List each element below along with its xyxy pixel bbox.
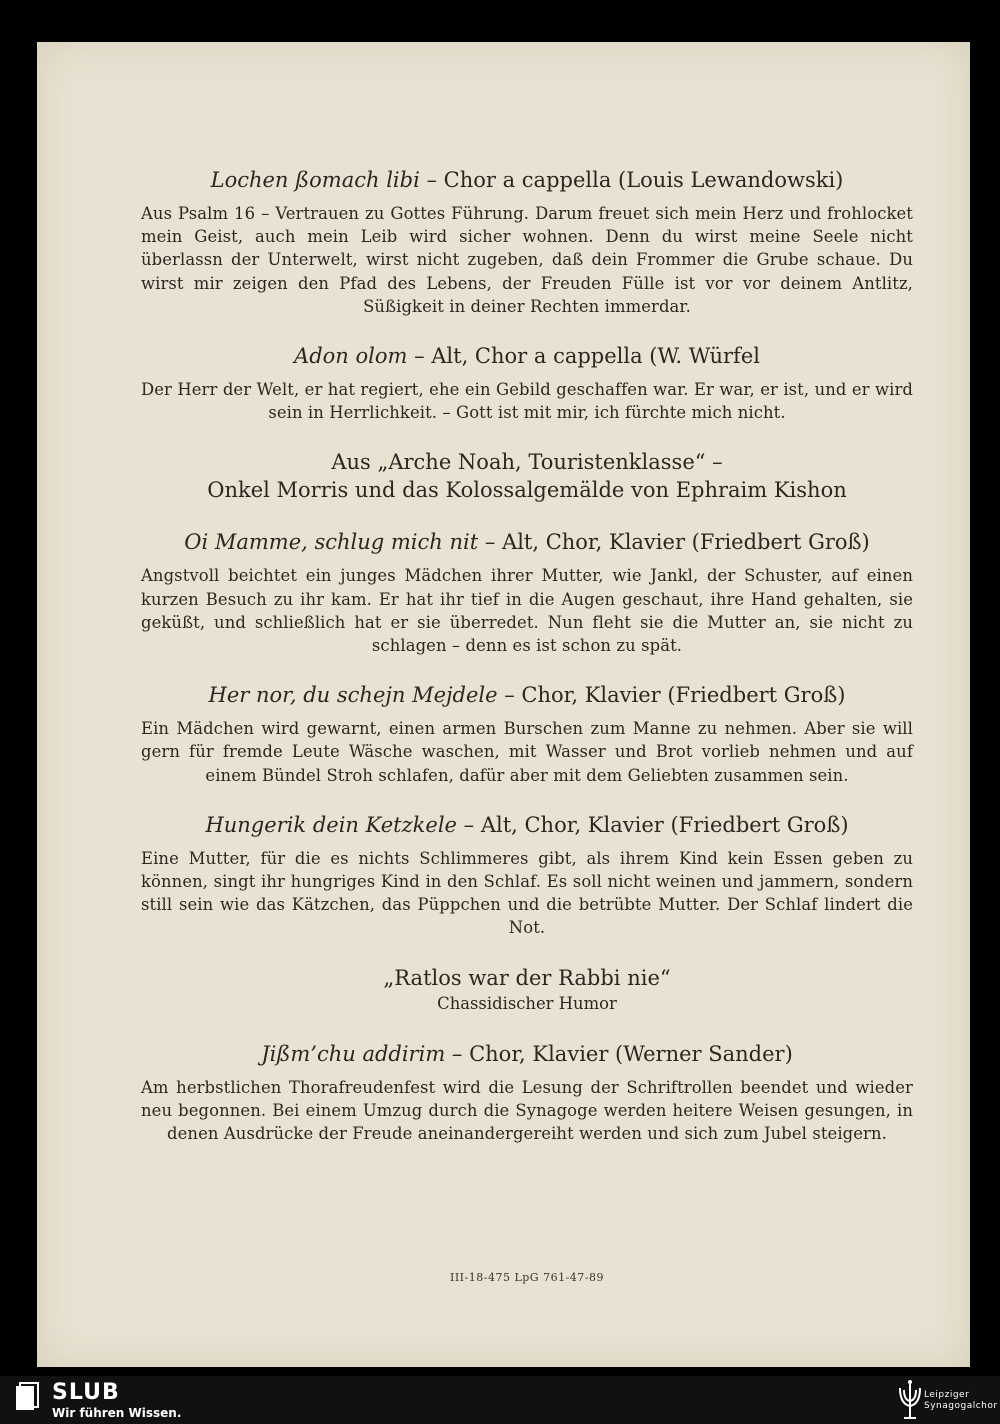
program-content — [141, 166, 913, 1284]
song-title: Her nor, du schejn Mejdele — [208, 683, 498, 708]
choir-logo-text — [924, 1390, 998, 1412]
item-description: Der Herr der Welt, er hat regiert, ehe ein Gebild geschaffen war. Er war, er ist, und er wird sein in Herrlichkeit. – Gott ist mit mir, ich fürchte mich nicht. — [141, 380, 913, 423]
program-item — [141, 1040, 913, 1146]
item-description: Ein Mädchen wird gewarnt, einen armen Burschen zum Manne zu nehmen. Aber sie will gern für fremde Leute Wäsche waschen, mit Wasser und Brot vorlieb nehmen und auf einem Bündel Stroh schlafen, dafür aber mit dem Geliebten zusammen sein. — [141, 719, 913, 785]
item-title — [141, 1040, 913, 1068]
print-license-number: III-18-475 LpG 761-47-89 — [449, 1271, 604, 1284]
slub-tagline: Wir führen Wissen. — [52, 1406, 182, 1420]
item-description: Am herbstlichen Thorafreudenfest wird die Lesung der Schriftrollen beendet und wieder neu begonnen. Bei einem Umzug durch die Synagoge werden heitere Weisen gesungen, in denen Ausdrücke der Freude aneinandergereiht werden und sich zum Jubel steigern. — [141, 1077, 913, 1144]
item-title — [141, 811, 913, 839]
performers: – Alt, Chor, Klavier (Friedbert Groß) — [478, 530, 870, 555]
item-title — [141, 166, 913, 194]
interlude-title: „Ratlos war der Rabbi nie“ — [383, 965, 671, 990]
song-title: Hungerik dein Ketzkele — [205, 812, 457, 837]
interlude-subtitle: Onkel Morris und das Kolossalgemälde von Ephraim Kishon — [207, 478, 847, 503]
item-description: Eine Mutter, für die es nichts Schlimmeres gibt, als ihrem Kind kein Essen geben zu können, singt ihr hungriges Kind in den Schlaf. Es soll nicht weinen und jammern, sondern still sein wie das Kätzchen, das Püppchen und die betrübte Mutter. Der Schlaf lindert die Not. — [141, 848, 913, 938]
performers: – Chor, Klavier (Friedbert Groß) — [497, 683, 846, 708]
reading-interlude — [141, 448, 913, 504]
footer-bar — [0, 1376, 1000, 1424]
song-title: Oi Mamme, schlug mich nit — [184, 530, 479, 555]
performers: – Alt, Chor, Klavier (Friedbert Groß) — [456, 812, 849, 837]
performers: – Chor, Klavier (Werner Sander) — [445, 1041, 793, 1066]
performers: – Alt, Chor a cappella (W. Würfel — [407, 344, 760, 369]
interlude-title: Aus „Arche Noah, Touristenklasse“ – — [331, 450, 723, 475]
reading-interlude — [141, 964, 913, 1016]
program-item — [141, 811, 913, 940]
performers: – Chor a cappella (Louis Lewandowski) — [419, 168, 844, 192]
item-description: Angstvoll beichtet ein junges Mädchen ihrer Mutter, wie Jankl, der Schuster, auf einen kurzen Besuch zu ihr kam. Er hat ihr tief in die Augen geschaut, ihre Hand gehalten, sie geküßt, und schließlich hat er sie überredet. Nun fleht sie die Mutter an, sie nicht zu schlagen – denn es ist schon zu spät. — [141, 566, 913, 656]
item-description: Aus Psalm 16 – Vertrauen zu Gottes Führung. Darum freuet sich mein Herz und frohlocket mein Geist, auch mein Leib wird sicher wohnen. Denn du wirst meine Seele nicht überlassn der Unterwelt, wirst nicht zugeben, daß dein Frommer die Grube schaue. Du wirst mir zeigen den Pfad des Lebens, der Freuden Fülle ist vor vor deinem Antlitz, Süßigkeit in deiner Rechten immerdar. — [141, 204, 913, 316]
slub-brand[interactable]: SLUB — [52, 1380, 120, 1405]
program-item — [141, 681, 913, 787]
song-title: Jißm’chu addirim — [261, 1041, 446, 1066]
program-item — [141, 342, 913, 424]
item-title — [141, 528, 913, 556]
program-item — [141, 528, 913, 657]
item-title — [141, 342, 913, 370]
item-title — [141, 681, 913, 709]
choir-name-line2: Synagogalchor — [924, 1401, 998, 1411]
program-item — [141, 166, 913, 318]
slub-logo-icon — [14, 1382, 42, 1412]
song-title: Lochen ßomach libi — [210, 168, 420, 192]
menorah-icon — [896, 1378, 924, 1422]
interlude-subtitle: Chassidischer Humor — [437, 993, 617, 1013]
choir-name-line1: Leipziger — [924, 1390, 970, 1400]
program-sheet — [37, 42, 970, 1367]
song-title: Adon olom — [294, 344, 408, 369]
